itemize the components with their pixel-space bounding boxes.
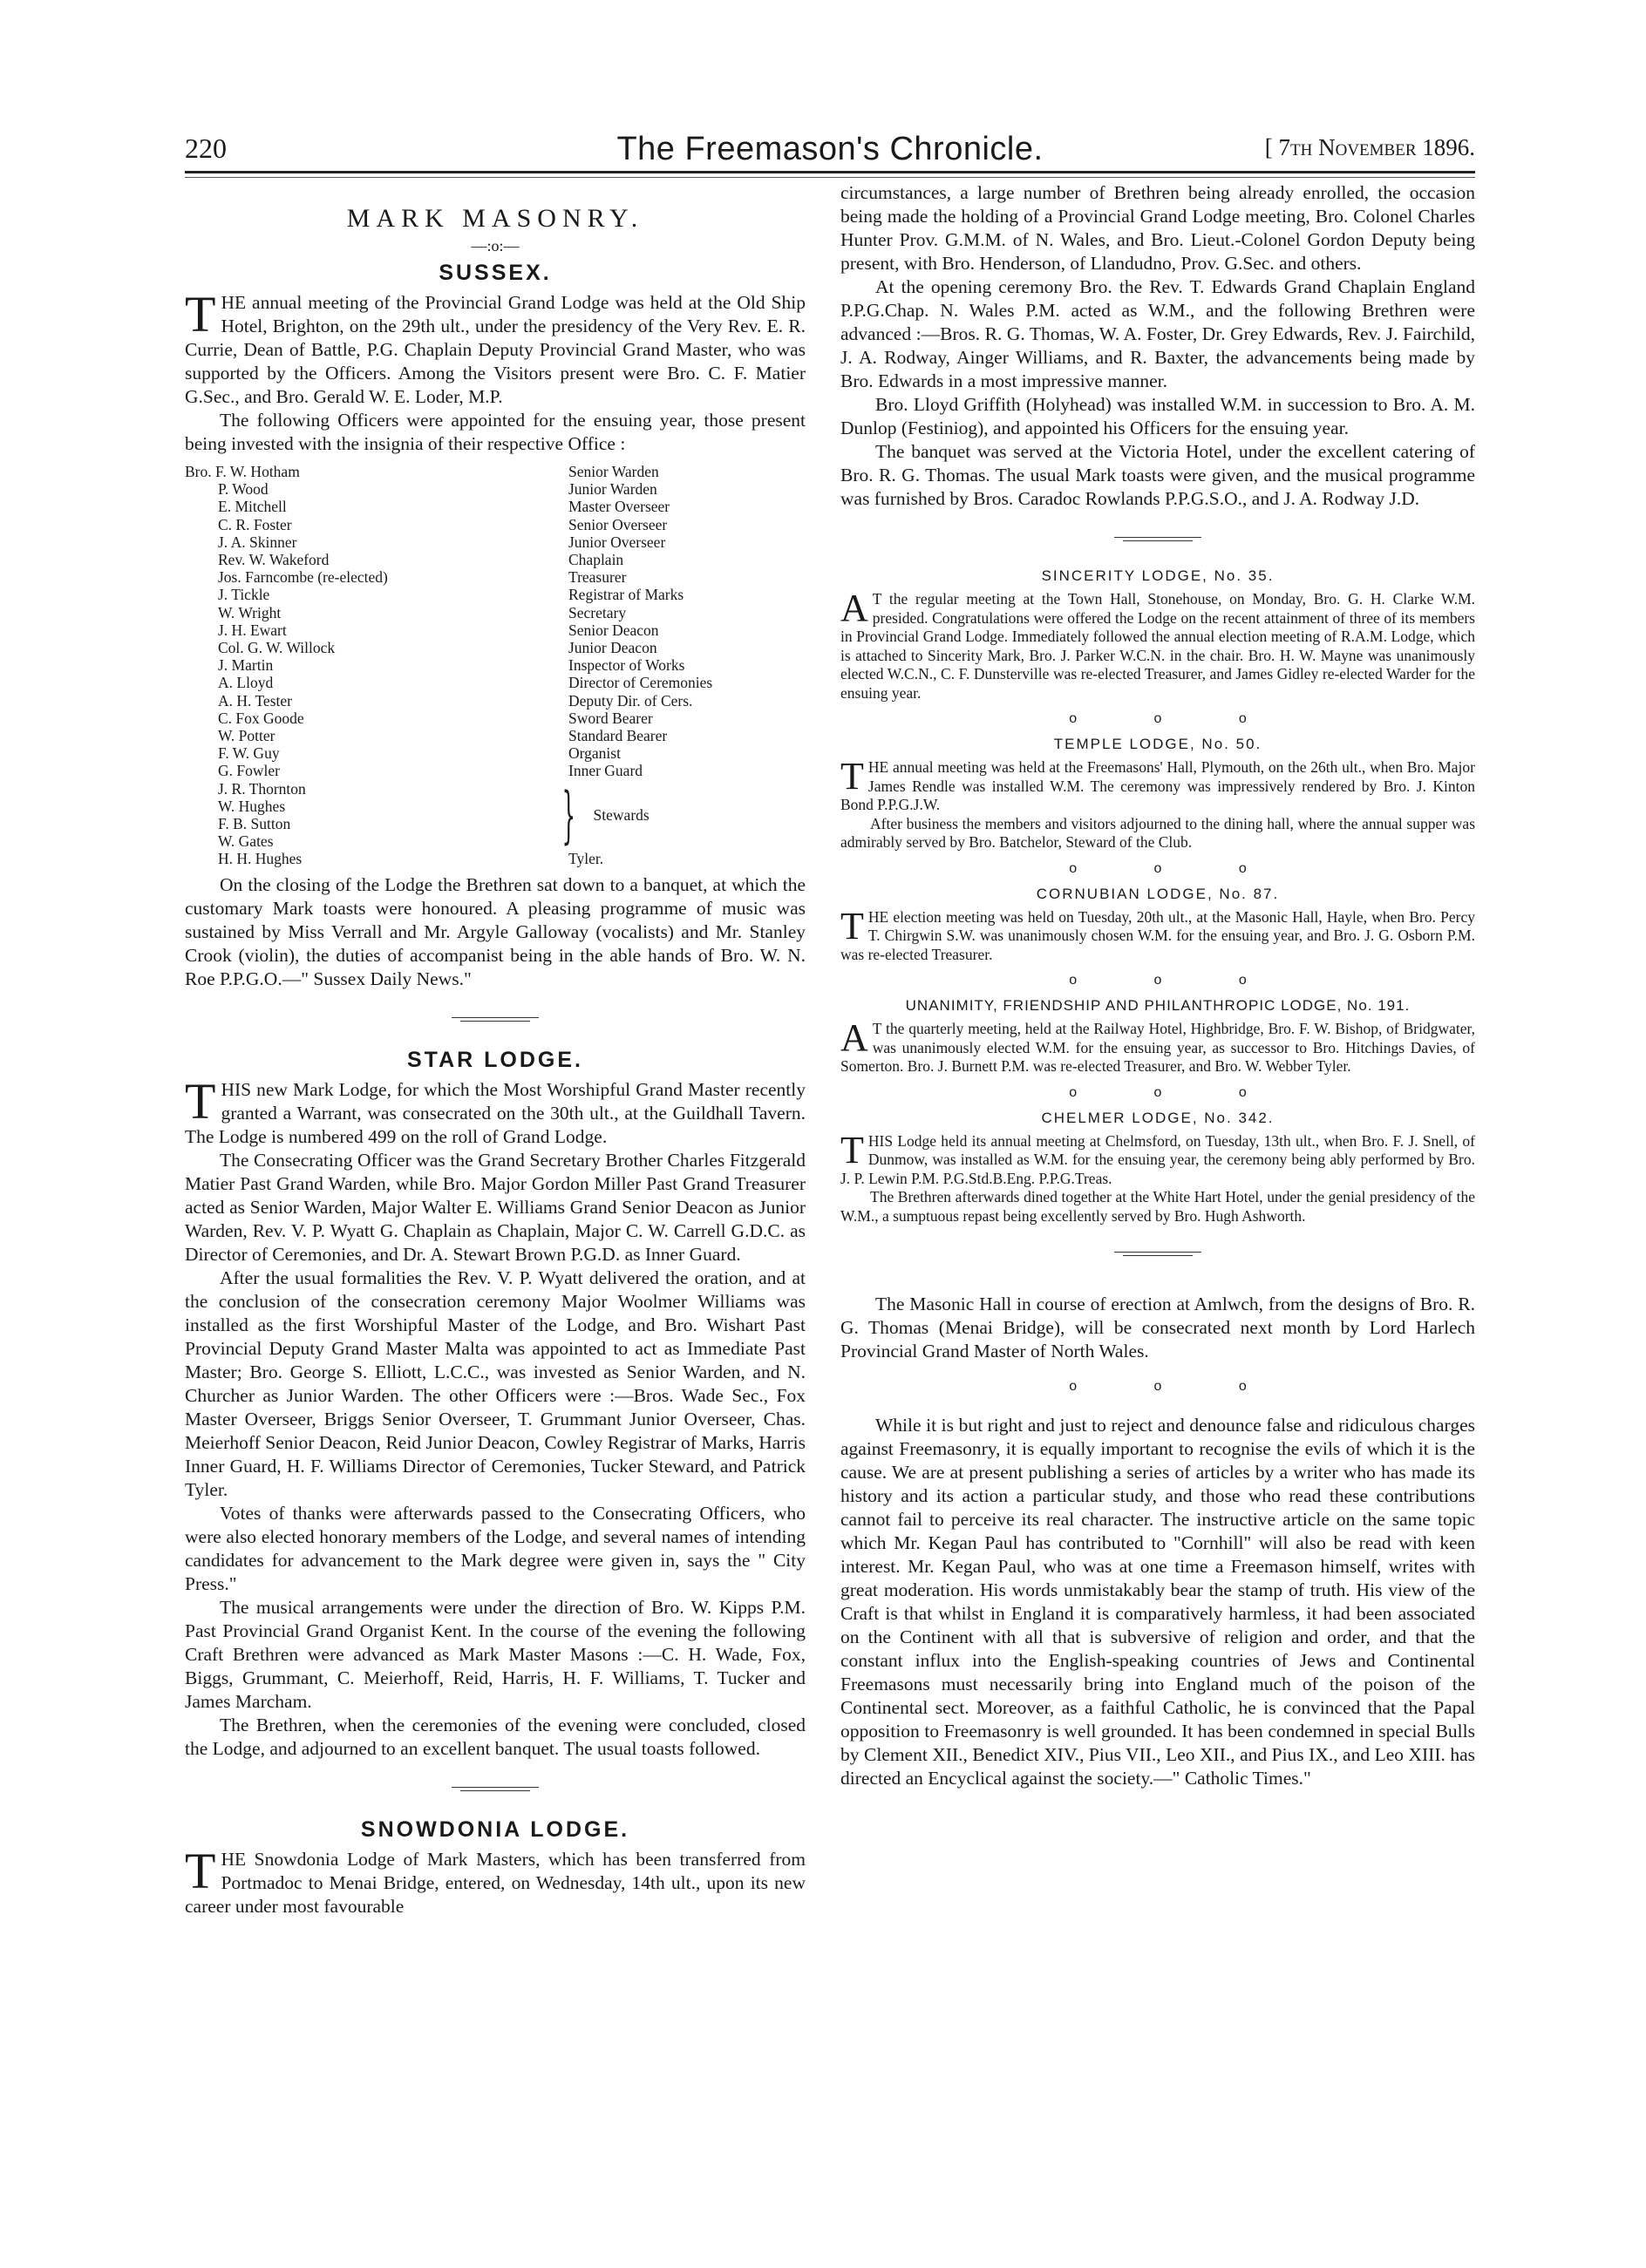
date-day: 7th	[1278, 134, 1313, 160]
steward-row	[185, 798, 568, 815]
officer-name: J. Martin	[218, 656, 274, 675]
snowdonia-p1-text: HE Snowdonia Lodge of Mark Masters, which has been transferred from Portmadoc to Menai Bridge, entered, on Wednesday, 14th ult., upon its new career under most favourable	[185, 1848, 806, 1917]
officer-office: Tyler.	[568, 850, 604, 868]
officer-name: E. Mitchell	[218, 498, 287, 516]
header-rule	[185, 171, 1475, 173]
drop-cap: T	[185, 286, 216, 343]
mark-masonry-heading: MARK MASONRY.	[346, 204, 644, 233]
issue-date	[1265, 134, 1475, 161]
officer-name: P. Wood	[218, 480, 269, 499]
officer-name: W. Potter	[218, 727, 275, 745]
officer-row	[185, 639, 806, 656]
chelmer-lodge-text	[840, 1128, 1475, 1189]
catholic-times-note: While it is but right and just to reject and denounce false and ridiculous charges against Freemasonry, it is equally important to recognise the evils of which it is the cause. We are at present publishing a series of articles by a writer who has made its history and its action a particular study, and those who read these contributions cannot fail to perceive its real character. The instructive article on the same topic which Mr. Kegan Paul has contributed to "Cornhill" will also be read with keen interest. Mr. Kegan Paul, who was at one time a Freemason himself, writes with great moderation. His words unmistakably bear the stamp of truth. His view of the Craft is that whilst in England it is comparatively harmless, it had been associated on the Continent with all that is subversive of religion and order, and that the constant influx into the English-speaking countries of Jews and Continental Freemasons must necessarily bring into England much of the poison of the Continental sect. Moreover, as a faithful Catholic, he is convinced that the Papal opposition to Freemasonry is well grounded. It has been condemned in special Bulls by Clement XII., Benedict XIV., Pius VII., Leo XII., and Pius IX., and Leo XIII. has directed an Encyclical against the society.—" Catholic Times."	[840, 1415, 1475, 1789]
brace-glyph: }	[561, 779, 576, 852]
officer-row	[185, 568, 806, 586]
officer-office: Chaplain	[568, 551, 624, 569]
section-separator	[452, 1017, 539, 1023]
star-paragraph-3: After the usual formalities the Rev. V. P. Wyatt delivered the oration, and at the conclusion of the consecration ceremony Major Woolmer Williams was installed as the first Worshipful Master of the Lodge, and Bro. Wishart Past Provincial Deputy Grand Master Malta was appointed to act as Immediate Past Master; Bro. George S. Elliott, L.C.C., was invested as Senior Warden, and N. Churcher as Junior Warden. The other Officers were :—Bros. Wade Sec., Fox Master Overseer, Briggs Senior Overseer, T. Grummant Junior Overseer, Chas. Meierhoff Senior Deacon, Reid Junior Deacon, Cowley Registrar of Marks, Harris Inner Guard, H. F. Williams Director of Ceremonies, Tucker Steward, and Patrick Tyler.	[185, 1266, 806, 1500]
section-separator	[1114, 537, 1201, 543]
officer-row	[185, 463, 806, 480]
officer-name: J. H. Ewart	[218, 621, 287, 639]
officers-list	[185, 463, 806, 868]
snowdonia-paragraph-2: At the opening ceremony Bro. the Rev. T. Edwards Grand Chaplain England P.P.G.Chap. N. Wales P.M. acted as W.M., and the following Brethren were advanced :—Bros. R. G. Thomas, W. A. Foster, Dr. Grey Edwards, Rev. J. Fairchild, J. A. Rodway, Ainger Williams, and R. Baxter, the advancements being made by Bro. Edwards in a most impressive manner.	[840, 276, 1475, 391]
steward-name: W. Gates	[218, 832, 274, 851]
drop-cap: T	[840, 1128, 864, 1171]
officer-row	[185, 656, 806, 674]
star-paragraph-5: The musical arrangements were under the direction of Bro. W. Kipps P.M. Past Provincial Grand Organist Kent. In the course of the evening the following Craft Brethren were advanced as Mark Master Masons :—C. H. Wade, Fox, Biggs, Grummant, C. Meierhoff, Reid, Harris, H. F. Williams, T. Tucker and James Marcham.	[185, 1596, 806, 1712]
sussex-heading: SUSSEX.	[439, 261, 552, 285]
officer-office: Junior Overseer	[568, 533, 666, 551]
steward-row	[185, 815, 568, 832]
star-paragraph-2: The Consecrating Officer was the Grand Secretary Brother Charles Fitzgerald Matier Past Grand Warden, while Bro. Major Gordon Miller Past Grand Treasurer acted as Senior Warden, Major Walter E. Williams Grand Senior Deacon as Junior Warden, Rev. V. P. Wyatt G. Chaplain as Chaplain, Major C. W. Carrell G.D.C. as Director of Ceremonies, and Dr. A. Stewart Brown P.G.D. as Inner Guard.	[185, 1149, 806, 1265]
officer-name: A. H. Tester	[218, 691, 292, 710]
officer-office: Junior Deacon	[568, 639, 657, 657]
steward-name: J. R. Thornton	[218, 779, 306, 798]
date-month: November	[1318, 134, 1417, 160]
unanimity-text: T the quarterly meeting, held at the Railway Hotel, Highbridge, Bro. F. W. Bishop, of Bridgwater, was unanimously elected W.M. for the ensuing year, as successor to Bro. Hitchings Davies, of Somerton. Bro. J. Burnett P.M. was re-elected Treasurer, and Bro. W. Webber Tyler.	[840, 1020, 1475, 1075]
masthead-title: The Freemason's Chronicle.	[616, 131, 1044, 167]
officer-name: C. Fox Goode	[218, 709, 304, 727]
sincerity-lodge-heading: SINCERITY LODGE, No. 35.	[1041, 567, 1275, 584]
officer-row	[185, 674, 806, 691]
star-paragraph-4: Votes of thanks were afterwards passed to the Consecrating Officers, who were also elected honorary members of the Lodge, and several names of intending candidates for advancement to the Mark degree were given in, says the " City Press."	[185, 1502, 806, 1594]
officer-name: Rev. W. Wakeford	[218, 551, 330, 569]
star-paragraph-1	[185, 1072, 806, 1149]
officer-row	[185, 762, 806, 779]
officer-office: Inspector of Works	[568, 656, 685, 675]
sussex-p1-text: HE annual meeting of the Provincial Grand Lodge was held at the Old Ship Hotel, Brighton, on the 29th ult., under the presidency of the Very Rev. E. R. Currie, Dean of Battle, P.G. Chaplain Deputy Provincial Grand Master, who was supported by the Officers. Among the Visitors present were Bro. C. F. Matier G.Sec., and Bro. Gerald W. E. Loder, M.P.	[185, 292, 806, 407]
temple-lodge-heading: TEMPLE LODGE, No. 50.	[1053, 736, 1262, 752]
section-separator	[452, 1787, 539, 1793]
officer-office: Junior Warden	[568, 480, 657, 499]
drop-cap: T	[840, 755, 864, 798]
officer-name: Jos. Farncombe (re-elected)	[218, 568, 388, 587]
officer-office: Sword Bearer	[568, 709, 653, 727]
sincerity-text: T the regular meeting at the Town Hall, Stonehouse, on Monday, Bro. G. H. Clarke W.M. presided. Congratulations were offered the Lodge on the recent attainment of three of its members in Provincial Grand Lodge. Immediately followed the annual election meeting of R.A.M. Lodge, which is attached to Sincerity Mark, Bro. J. Parker W.C.N. in the chair. Bro. H. W. Mayne was unanimously elected W.C.N., C. F. Dunsterville was re-elected Treasurer, and James Gidley re-elected Warder for the ensuing year.	[840, 590, 1475, 702]
circle-separator: o o o	[1069, 1084, 1283, 1100]
steward-row	[185, 780, 568, 798]
snowdonia-paragraph-4: The banquet was served at the Victoria Hotel, under the excellent catering of Bro. R. G. Thomas. The usual Mark toasts were given, and the musical programme was furnished by Bros. Caradoc Rowlands P.P.G.S.O., and J. A. Rodway J.D.	[840, 441, 1475, 509]
officer-row	[185, 604, 806, 621]
cornubian-lodge-heading: CORNUBIAN LODGE, No. 87.	[1036, 885, 1280, 902]
drop-cap: A	[840, 1016, 868, 1059]
drop-cap: T	[185, 1072, 216, 1130]
unanimity-lodge-text	[840, 1016, 1475, 1076]
star-p1-text: HIS new Mark Lodge, for which the Most Worshipful Grand Master recently granted a Warrant, was consecrated on the 30th ult., at the Guildhall Tavern. The Lodge is numbered 499 on the roll of Grand Lodge.	[185, 1078, 806, 1147]
officer-office: Treasurer	[568, 568, 627, 587]
page-header	[185, 132, 1475, 167]
temple-text: HE annual meeting was held at the Freemasons' Hall, Plymouth, on the 26th ult., when Bro. Major James Rendle was installed W.M. The ceremony was impressively rendered by Bro. J. Kinton Bond P.P.G.J.W.	[840, 758, 1475, 813]
officer-name: Col. G. W. Willock	[218, 639, 336, 657]
officer-office: Standard Bearer	[568, 727, 668, 745]
officer-name: J. Tickle	[218, 586, 270, 604]
circle-separator: o o o	[1069, 860, 1283, 876]
officer-row	[185, 621, 806, 639]
officer-row	[185, 850, 806, 867]
stewards-names	[185, 780, 568, 851]
officer-office: Registrar of Marks	[568, 586, 684, 604]
sussex-paragraph-1	[185, 286, 806, 409]
star-lodge-heading: STAR LODGE.	[407, 1047, 583, 1072]
officer-row	[185, 692, 806, 710]
temple-lodge-text-2: After business the members and visitors adjourned to the dining hall, where the annual supper was admirably served by Bro. Batchelor, Steward of the Club.	[840, 814, 1475, 851]
officer-row	[185, 551, 806, 568]
officer-office: Organist	[568, 744, 621, 763]
stewards-group	[185, 780, 806, 851]
officer-office: Secretary	[568, 603, 627, 621]
drop-cap: T	[185, 1842, 216, 1899]
officer-office: Master Overseer	[568, 498, 670, 516]
circle-separator: o o o	[1069, 973, 1283, 988]
officer-row	[185, 533, 806, 551]
steward-row	[185, 832, 568, 850]
officer-name: F. W. Guy	[218, 744, 280, 763]
chelmer-lodge-heading: CHELMER LODGE, No. 342.	[1041, 1109, 1275, 1126]
officer-row	[185, 586, 806, 603]
right-column	[840, 181, 1475, 1790]
officer-name: A. Lloyd	[218, 674, 274, 692]
officer-name: J. A. Skinner	[218, 533, 297, 551]
officer-row	[185, 480, 806, 498]
drop-cap: T	[840, 904, 864, 947]
sussex-paragraph-3: On the closing of the Lodge the Brethren sat down to a banquet, at which the customary Mark toasts were honoured. A pleasing programme of music was sustained by Miss Verrall and Mr. Argyle Galloway (vocalists) and Mr. Stanley Crook (violin), the duties of accompanist being in the able hands of Bro. W. N. Roe P.P.G.O.—" Sussex Daily News."	[185, 873, 806, 989]
star-paragraph-6: The Brethren, when the ceremonies of the evening were concluded, closed the Lodge, and adjourned to an excellent banquet. The usual toasts followed.	[185, 1714, 806, 1759]
officer-office: Senior Deacon	[568, 621, 659, 639]
steward-name: W. Hughes	[218, 797, 286, 815]
page-number: 220	[185, 132, 227, 164]
circle-separator: o o o	[1069, 1379, 1283, 1394]
snowdonia-paragraph-3: Bro. Lloyd Griffith (Holyhead) was installed W.M. in succession to Bro. A. M. Dunlop (Festiniog), and appointed his Officers for the ensuing year.	[840, 394, 1475, 438]
officer-row	[185, 727, 806, 744]
circle-separator: o o o	[1069, 711, 1283, 726]
officer-row	[185, 498, 806, 515]
officer-name: W. Wright	[218, 603, 282, 621]
officer-office: Senior Overseer	[568, 515, 668, 533]
chelmer-lodge-text-2: The Brethren afterwards dined together at the White Hart Hotel, under the genial presidency of the W.M., a sumptuous repast being excellently served by Bro. Hugh Ashworth.	[840, 1188, 1475, 1225]
snowdonia-heading: SNOWDONIA LODGE.	[360, 1816, 630, 1842]
officer-office: Senior Warden	[568, 463, 659, 480]
officer-office: Inner Guard	[568, 762, 643, 780]
stewards-label: Stewards	[593, 805, 650, 824]
temple-lodge-text	[840, 755, 1475, 815]
officer-name: H. H. Hughes	[218, 850, 303, 868]
officer-office: Director of Ceremonies	[568, 674, 713, 692]
officer-office: Deputy Dir. of Cers.	[568, 691, 693, 710]
drop-cap: A	[840, 587, 868, 629]
officer-name: G. Fowler	[218, 762, 280, 780]
steward-name: F. B. Sutton	[218, 815, 291, 833]
officer-row	[185, 516, 806, 533]
officer-name: Bro. F. W. Hotham	[185, 463, 300, 480]
date-year: 1896.	[1422, 134, 1475, 160]
snowdonia-paragraph-1-continued: circumstances, a large number of Brethren being already enrolled, the occasion being made the holding of a Provincial Grand Lodge meeting, Bro. Colonel Charles Hunter Prov. G.M.M. of N. Wales, and Bro. Lieut.-Colonel Gordon Deputy being present, with Bro. Henderson, of Llandudno, Prov. G.Sec. and others.	[840, 182, 1475, 274]
officer-name: C. R. Foster	[218, 515, 292, 533]
heading-ornament: —:o:—	[471, 237, 520, 255]
cornubian-lodge-text	[840, 904, 1475, 965]
sincerity-lodge-text	[840, 587, 1475, 703]
section-separator	[1114, 1252, 1201, 1258]
date-bracket: [	[1264, 134, 1273, 160]
officer-row	[185, 710, 806, 727]
snowdonia-paragraph-1	[185, 1842, 806, 1918]
cornubian-text: HE election meeting was held on Tuesday, 20th ult., at the Masonic Hall, Hayle, when Bro. Percy T. Chirgwin S.W. was unanimously chosen W.M. for the ensuing year, and Bro. J. G. Osborn P.M. was re-elected Treasurer.	[840, 907, 1475, 963]
left-column	[185, 181, 806, 1918]
sussex-paragraph-2: The following Officers were appointed for the ensuing year, those present being invested with the insignia of their respective Office :	[185, 410, 806, 454]
unanimity-lodge-heading: UNANIMITY, FRIENDSHIP AND PHILANTHROPIC LODGE, No. 191.	[905, 997, 1411, 1014]
officer-row	[185, 744, 806, 762]
header-rule-thin	[185, 177, 1475, 178]
amlwch-note: The Masonic Hall in course of erection at Amlwch, from the designs of Bro. R. G. Thomas (Menai Bridge), will be consecrated next month by Lord Harlech Provincial Grand Master of North Wales.	[840, 1294, 1475, 1361]
chelmer-text: HIS Lodge held its annual meeting at Chelmsford, on Tuesday, 13th ult., when Bro. F. J. Snell, of Dunmow, was installed as W.M. for the ensuing year, the ceremony being ably performed by Bro. J. P. Lewin P.M. P.G.Std.B.Eng. P.P.G.Treas.	[840, 1131, 1475, 1187]
